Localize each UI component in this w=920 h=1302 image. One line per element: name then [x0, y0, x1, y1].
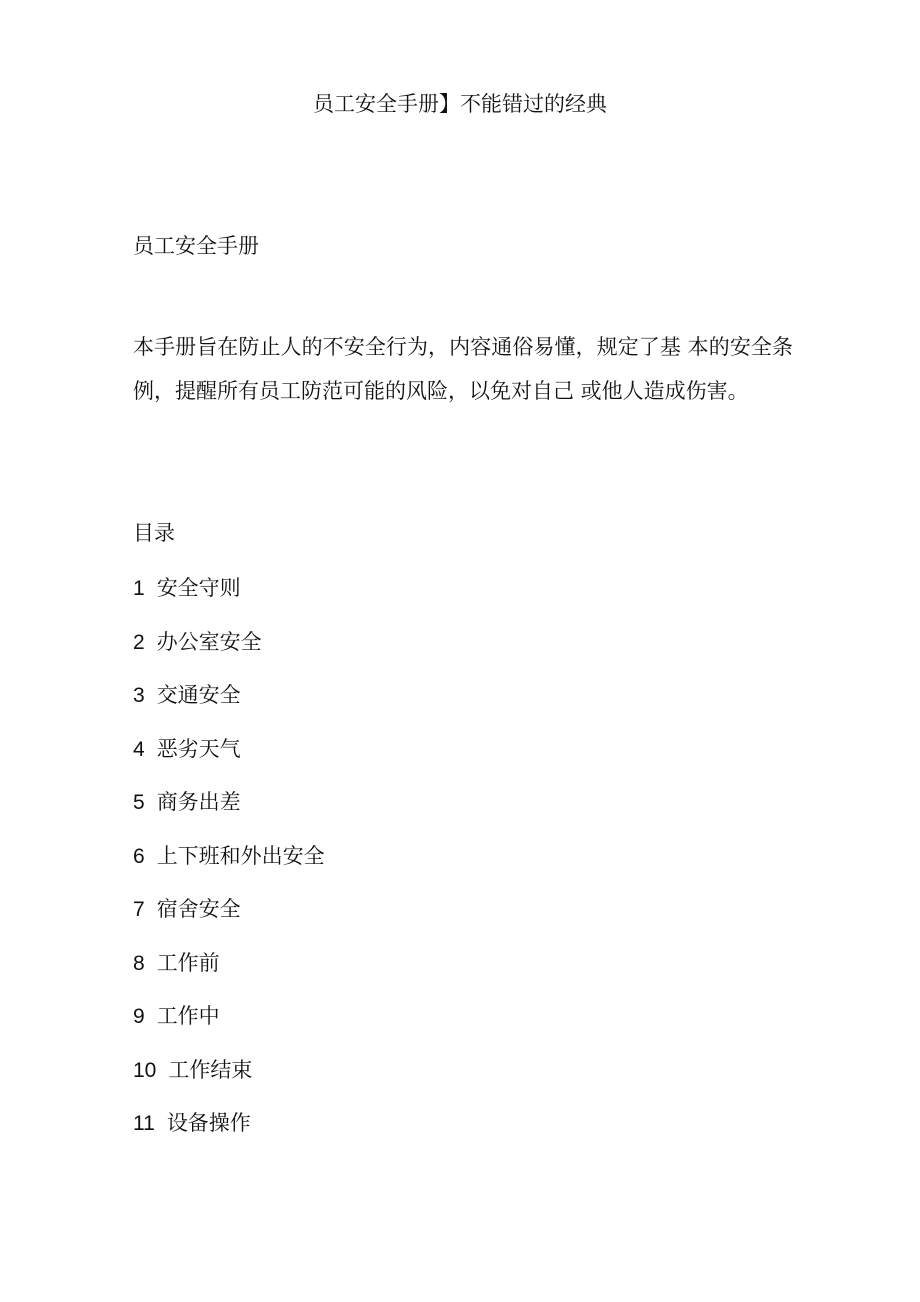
toc-item — [133, 572, 325, 626]
toc-item — [133, 733, 325, 787]
toc-item-number: 3 — [133, 684, 145, 707]
toc-item — [133, 947, 325, 1001]
toc-item-label: 宿舍安全 — [156, 897, 241, 921]
toc-item-label: 商务出差 — [156, 790, 241, 814]
toc-item-label: 工作前 — [156, 950, 220, 975]
toc-item-label: 工作中 — [156, 1004, 220, 1028]
toc-item-number: 5 — [133, 791, 145, 814]
toc-item-number: 10 — [133, 1058, 157, 1082]
toc-item — [133, 626, 325, 680]
intro-paragraph: 本手册旨在防止人的不安全行为，内容通俗易懂，规定了基 本的安全条例，提醒所有员工防范可能的风险，以免对自己 或他人造成伤害。 — [133, 335, 793, 403]
toc-item — [133, 893, 325, 947]
section-heading: 员工安全手册 — [133, 234, 259, 258]
toc-heading: 目录 — [133, 521, 175, 545]
toc-item — [133, 679, 325, 733]
toc-item-number: 1 — [133, 577, 145, 600]
toc-item-number: 11 — [133, 1112, 155, 1135]
table-of-contents — [133, 572, 325, 1161]
toc-item-number: 8 — [133, 951, 145, 975]
toc-item-label: 交通安全 — [156, 683, 241, 707]
toc-item — [133, 1107, 325, 1161]
toc-item-label: 恶劣天气 — [156, 736, 241, 761]
toc-item-label: 安全守则 — [156, 576, 241, 600]
toc-item — [133, 1000, 325, 1054]
toc-item-number: 9 — [133, 1005, 145, 1028]
toc-item — [133, 840, 325, 894]
toc-item-number: 2 — [133, 630, 145, 654]
toc-item-label: 办公室安全 — [156, 629, 262, 654]
document-title: 员工安全手册】不能错过的经典 — [313, 92, 607, 116]
toc-item-label: 工作结束 — [168, 1057, 253, 1082]
toc-item-label: 设备操作 — [166, 1111, 251, 1135]
toc-item-number: 6 — [133, 844, 145, 868]
toc-item — [133, 786, 325, 840]
toc-item-number: 7 — [133, 898, 145, 921]
toc-item-number: 4 — [133, 737, 145, 761]
toc-item-label: 上下班和外出安全 — [156, 843, 325, 868]
toc-item — [133, 1054, 325, 1108]
